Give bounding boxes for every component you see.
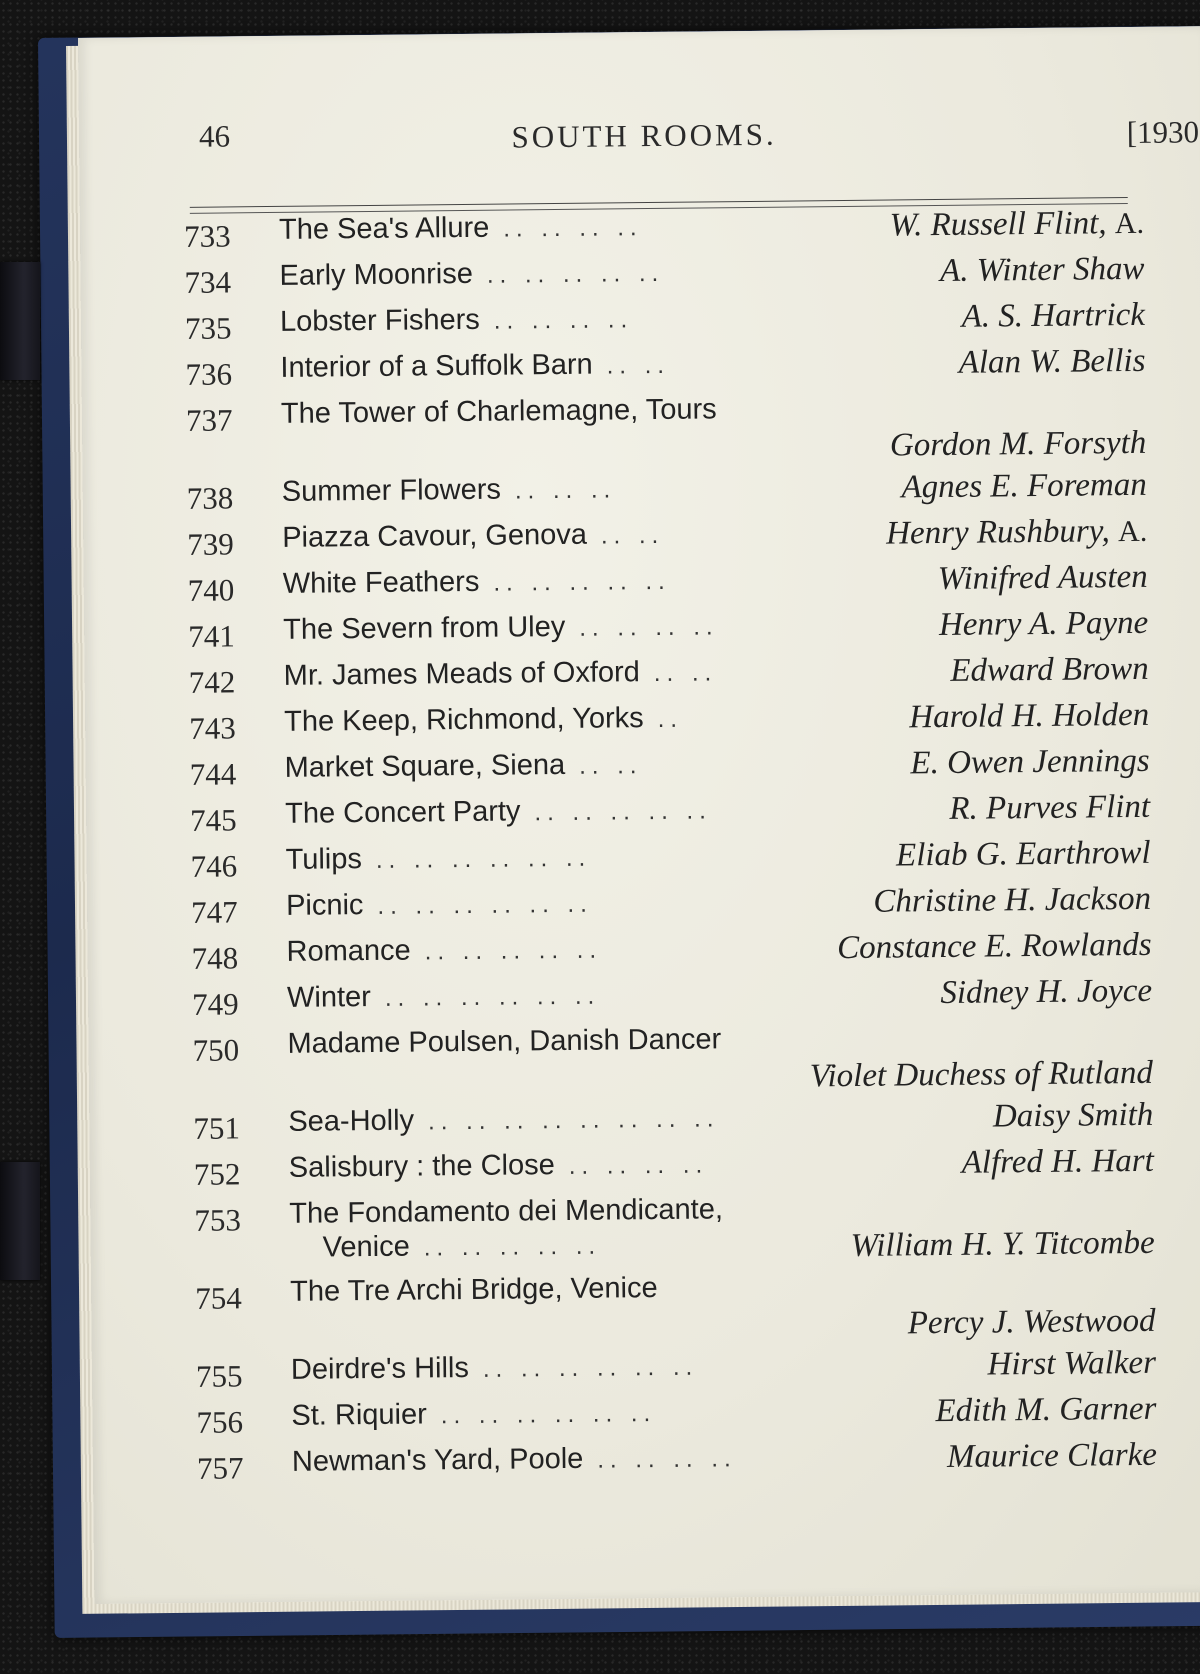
entry-number: 757: [196, 1450, 244, 1486]
entry-title-line: [283, 608, 818, 647]
entry-number: 739: [187, 526, 234, 562]
entry-number: 755: [195, 1358, 243, 1394]
entry-title-line: [285, 792, 820, 831]
dot-leader: .. .. .. .. ..: [424, 936, 603, 966]
artist-name: [818, 605, 1148, 645]
entry-title-line: [283, 562, 818, 601]
dot-leader: .. .. .. ..: [493, 306, 634, 335]
catalogue-entry: [192, 1013, 1153, 1101]
entry-title: Lobster Fishers: [279, 303, 480, 338]
entry-title: Sea-Holly: [288, 1104, 415, 1138]
entry-title: Winter: [286, 980, 372, 1014]
entry-title-line2: Venice: [322, 1230, 410, 1264]
catalogue-entry: [195, 1261, 1156, 1349]
artist-name-text: Constance E. Rowlands: [836, 926, 1152, 967]
entry-title-line: [284, 746, 819, 785]
artist-name: [819, 743, 1149, 783]
artist-name: [827, 1437, 1157, 1477]
entry-number: 753: [194, 1202, 242, 1238]
artist-name: [821, 881, 1151, 921]
entry-number: 748: [191, 940, 239, 976]
section-title: SOUTH ROOMS.: [511, 116, 777, 155]
entry-number: 746: [190, 848, 238, 884]
year-label: [1930: [1126, 114, 1200, 151]
dot-leader: .. ..: [600, 521, 665, 550]
entry-title: Interior of a Suffolk Barn: [280, 348, 593, 384]
artist-name-text: W. Russell Flint,: [889, 205, 1107, 244]
entry-number: 751: [193, 1110, 241, 1146]
artist-name-text: Percy J. Westwood: [907, 1302, 1156, 1342]
artist-name: [817, 467, 1147, 507]
artist-name: [814, 205, 1144, 245]
page-tab: [0, 262, 40, 380]
entry-title: White Feathers: [282, 565, 480, 600]
entry-number: 756: [196, 1404, 244, 1440]
artist-name-text: E. Owen Jennings: [910, 742, 1150, 782]
artist-name-text: William H. Y. Titcombe: [850, 1224, 1155, 1264]
dot-leader: .. .. .. ..: [597, 1445, 737, 1474]
entry-number: 740: [187, 572, 235, 608]
dot-leader: .. .. .. .. .. ..: [384, 982, 601, 1012]
entry-title-line: [288, 1100, 823, 1139]
artist-name: [826, 1391, 1156, 1431]
entry-title-line: [284, 700, 819, 739]
entry-title: Madame Poulsen, Danish Dancer: [287, 1023, 722, 1060]
artist-name-text: Christine H. Jackson: [873, 880, 1152, 920]
entry-title: The Tower of Charlemagne, Tours: [280, 393, 717, 430]
entry-title-line: [282, 470, 817, 509]
artist-name: [825, 1303, 1155, 1343]
catalogue-entry: [194, 1183, 1155, 1271]
entry-title-line: [289, 1146, 824, 1185]
academician-suffix: A.: [1117, 514, 1148, 549]
entry-number: 735: [184, 310, 232, 346]
dot-leader: .. .. .. .. .. ..: [482, 1353, 699, 1383]
entry-title: Salisbury : the Close: [288, 1149, 555, 1184]
entry-title: The Sea's Allure: [278, 211, 490, 246]
artist-name: [820, 835, 1150, 875]
artist-name: [816, 425, 1146, 465]
entry-title-line: [289, 1193, 723, 1231]
artist-name: [821, 927, 1151, 967]
dot-leader: .. .. .. .. ..: [534, 797, 712, 827]
artist-name-text: Henry Rushbury,: [885, 513, 1110, 552]
entry-number: 743: [189, 710, 236, 746]
entry-title-line: [291, 1394, 826, 1433]
artist-name-text: Winifred Austen: [937, 558, 1148, 598]
dot-leader: .. .. .. .. ..: [486, 259, 665, 289]
entry-title: Tulips: [285, 843, 363, 876]
entry-number: 754: [195, 1280, 242, 1316]
entry-title-line: [280, 300, 815, 339]
dot-leader: .. .. ..: [514, 476, 617, 505]
entry-title: The Keep, Richmond, Yorks: [284, 702, 644, 738]
entry-title-line: [285, 838, 820, 877]
entry-title: Summer Flowers: [281, 473, 502, 508]
artist-name: [823, 1097, 1153, 1137]
catalogue-entry: [186, 383, 1147, 471]
dot-leader: .. .. .. .. .. .. .. ..: [427, 1105, 720, 1136]
entry-title: The Fondamento dei Mendicante,: [289, 1193, 724, 1230]
dot-leader: .. .. .. .. .. ..: [440, 1400, 657, 1430]
entry-title-line: [282, 516, 817, 555]
dot-leader: ..: [657, 705, 684, 733]
dot-leader: .. .. .. .. .. ..: [375, 844, 592, 874]
entry-number: 752: [193, 1156, 241, 1192]
artist-name-text: Alan W. Bellis: [958, 342, 1146, 381]
entry-number: 747: [190, 894, 238, 930]
dot-leader: .. ..: [653, 659, 718, 688]
artist-name-text: A. S. Hartrick: [961, 296, 1146, 335]
artist-name: [817, 513, 1147, 553]
entry-title-line: [279, 254, 814, 293]
artist-name: [815, 343, 1145, 383]
catalogue-entry: [197, 1431, 1157, 1487]
entry-title: Market Square, Siena: [284, 748, 566, 784]
artist-name: [693, 1055, 1153, 1097]
artist-name: [819, 697, 1149, 737]
artist-name: [824, 1143, 1154, 1183]
entry-title: Newman's Yard, Poole: [291, 1442, 584, 1478]
entry-title: The Concert Party: [284, 795, 521, 830]
dot-leader: .. .. .. .. ..: [493, 567, 671, 597]
entry-title: Romance: [286, 934, 411, 968]
artist-name-text: R. Purves Flint: [949, 788, 1151, 827]
artist-name: [695, 1225, 1155, 1267]
entry-title: The Tre Archi Bridge, Venice: [289, 1271, 658, 1308]
entry-number: 741: [188, 618, 235, 654]
entry-number: 750: [192, 1032, 240, 1068]
entry-number: 737: [185, 402, 233, 438]
artist-name-text: Gordon M. Forsyth: [889, 424, 1147, 464]
catalogue-page: [78, 26, 1200, 1604]
artist-name-text: Edith M. Garner: [935, 1390, 1157, 1430]
entry-title: The Severn from Uley: [283, 610, 566, 646]
entry-number: 738: [186, 480, 234, 516]
artist-name-text: Harold H. Holden: [909, 696, 1150, 736]
entry-number: 734: [184, 264, 232, 300]
entry-title-line: [292, 1440, 827, 1479]
entry-title: Picnic: [285, 889, 364, 922]
dot-leader: .. .. .. .. ..: [423, 1232, 602, 1262]
artist-name-text: A. Winter Shaw: [939, 250, 1145, 289]
entry-number: 745: [190, 802, 237, 838]
page-number: 46: [198, 118, 231, 154]
artist-name-text: Daisy Smith: [992, 1096, 1154, 1135]
entry-title: St. Riquier: [291, 1398, 427, 1432]
artist-name: [826, 1345, 1156, 1385]
page-tab: [0, 1162, 40, 1280]
artist-name-text: Sidney H. Joyce: [940, 972, 1153, 1012]
dot-leader: .. .. .. ..: [503, 214, 643, 243]
dot-leader: .. .. .. ..: [568, 1151, 709, 1180]
artist-name: [822, 973, 1152, 1013]
entry-title: Deirdre's Hills: [290, 1351, 470, 1386]
entry-list: [184, 199, 1157, 1487]
entry-title-line: [284, 654, 819, 693]
entry-number: 733: [183, 218, 231, 254]
page-header: [199, 108, 1199, 168]
artist-name: [815, 297, 1145, 337]
entry-title-line: [286, 930, 821, 969]
entry-number: 736: [185, 356, 233, 392]
artist-name-text: Hirst Walker: [987, 1344, 1157, 1383]
dot-leader: .. ..: [606, 351, 671, 380]
academician-suffix: A.: [1114, 206, 1145, 241]
artist-name-text: Agnes E. Foreman: [901, 466, 1147, 506]
entry-title: Early Moonrise: [279, 257, 474, 292]
artist-name: [818, 559, 1148, 599]
artist-name: [814, 251, 1144, 291]
dot-leader: .. .. .. .. .. ..: [377, 890, 593, 920]
entry-title-line: [279, 208, 814, 247]
entry-number: 749: [191, 986, 239, 1022]
dot-leader: .. .. .. ..: [579, 613, 719, 642]
artist-name: [818, 651, 1148, 691]
artist-name-text: Eliab G. Earthrowl: [895, 834, 1151, 874]
entry-title: Piazza Cavour, Genova: [282, 518, 588, 554]
artist-name: [820, 789, 1150, 829]
artist-name-text: Violet Duchess of Rutland: [809, 1054, 1154, 1095]
entry-title-line: [287, 976, 822, 1015]
artist-name-text: Henry A. Payne: [938, 604, 1149, 644]
entry-number: 742: [188, 664, 236, 700]
entry-title-line: [280, 346, 815, 385]
dot-leader: .. ..: [578, 752, 643, 780]
artist-name-text: Alfred H. Hart: [961, 1142, 1155, 1181]
artist-name-text: Maurice Clarke: [946, 1436, 1158, 1475]
entry-number: 744: [189, 756, 237, 792]
artist-name-text: Edward Brown: [950, 650, 1149, 689]
entry-title-line: [291, 1348, 826, 1387]
entry-title-line: [286, 884, 821, 923]
entry-title: Mr. James Meads of Oxford: [283, 656, 641, 692]
